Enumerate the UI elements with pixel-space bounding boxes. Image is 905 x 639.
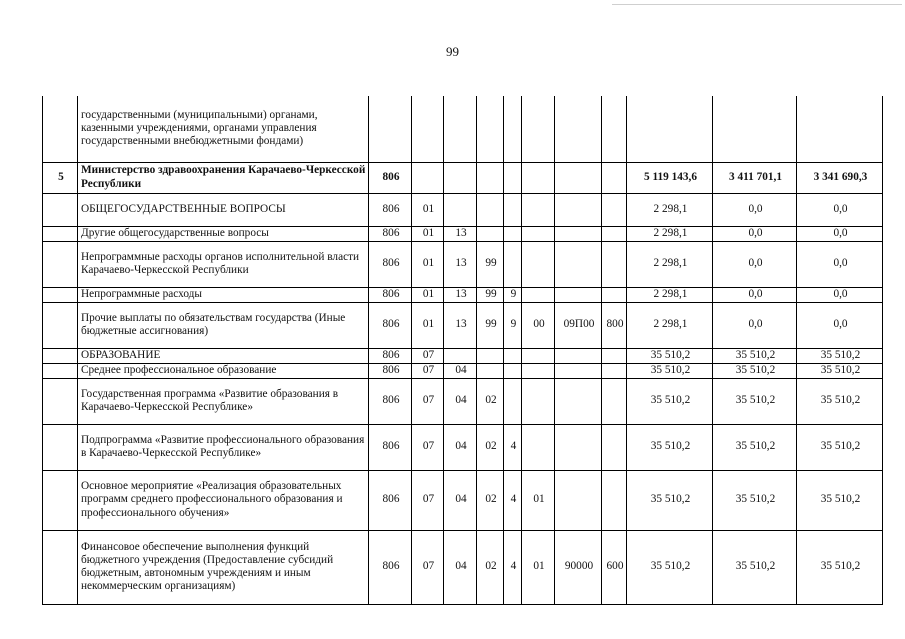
amount-year-1: 2 298,1 (627, 193, 713, 226)
target-event-code (522, 424, 555, 470)
expense-type-code (602, 348, 627, 363)
target-direction-code (555, 378, 602, 424)
target-event-code (522, 348, 555, 363)
amount-year-3: 35 510,2 (797, 378, 883, 424)
expense-type-code (602, 193, 627, 226)
target-subprogram-code (504, 363, 522, 378)
subsection-code: 13 (444, 241, 477, 287)
section-code: 07 (412, 348, 444, 363)
amount-year-2 (713, 96, 797, 162)
grbs-code: 806 (369, 424, 412, 470)
section-code: 01 (412, 193, 444, 226)
target-program-code: 99 (477, 241, 504, 287)
expense-type-code (602, 162, 627, 193)
section-code: 07 (412, 363, 444, 378)
target-program-code: 02 (477, 424, 504, 470)
row-name: Непрограммные расходы (78, 287, 369, 302)
target-direction-code: 90000 (555, 530, 602, 604)
grbs-code: 806 (369, 162, 412, 193)
row-number (43, 470, 78, 530)
amount-year-3: 35 510,2 (797, 530, 883, 604)
budget-table (42, 96, 883, 605)
target-event-code (522, 363, 555, 378)
amount-year-2: 35 510,2 (713, 378, 797, 424)
row-name: Среднее профессиональное образование (78, 363, 369, 378)
row-number (43, 530, 78, 604)
amount-year-3: 3 341 690,3 (797, 162, 883, 193)
target-program-code: 99 (477, 287, 504, 302)
grbs-code: 806 (369, 302, 412, 348)
target-event-code (522, 241, 555, 287)
section-code (412, 162, 444, 193)
subsection-code (444, 96, 477, 162)
target-event-code: 01 (522, 470, 555, 530)
row-number (43, 348, 78, 363)
section-code (412, 96, 444, 162)
amount-year-1: 35 510,2 (627, 348, 713, 363)
target-program-code (477, 162, 504, 193)
row-number (43, 302, 78, 348)
target-direction-code (555, 241, 602, 287)
target-program-code: 02 (477, 378, 504, 424)
amount-year-2: 35 510,2 (713, 470, 797, 530)
expense-type-code: 800 (602, 302, 627, 348)
amount-year-3: 35 510,2 (797, 348, 883, 363)
target-direction-code (555, 162, 602, 193)
subsection-code: 04 (444, 530, 477, 604)
grbs-code: 806 (369, 363, 412, 378)
expense-type-code (602, 363, 627, 378)
table-row (43, 241, 883, 287)
amount-year-3: 35 510,2 (797, 363, 883, 378)
expense-type-code (602, 226, 627, 241)
amount-year-3: 35 510,2 (797, 470, 883, 530)
section-code: 07 (412, 530, 444, 604)
subsection-code (444, 162, 477, 193)
target-event-code: 01 (522, 530, 555, 604)
amount-year-2: 35 510,2 (713, 348, 797, 363)
section-code: 07 (412, 424, 444, 470)
target-direction-code (555, 424, 602, 470)
target-subprogram-code: 4 (504, 530, 522, 604)
subsection-code: 04 (444, 470, 477, 530)
target-event-code (522, 226, 555, 241)
expense-type-code: 600 (602, 530, 627, 604)
amount-year-2: 35 510,2 (713, 424, 797, 470)
row-name: Прочие выплаты по обязательствам государства (Иные бюджетные ассигнования) (78, 302, 369, 348)
grbs-code: 806 (369, 530, 412, 604)
amount-year-1: 2 298,1 (627, 287, 713, 302)
amount-year-2: 0,0 (713, 302, 797, 348)
row-name: Министерство здравоохранения Карачаево-Черкесской Республики (78, 162, 369, 193)
section-code: 01 (412, 241, 444, 287)
section-code: 07 (412, 470, 444, 530)
target-event-code (522, 378, 555, 424)
grbs-code: 806 (369, 470, 412, 530)
grbs-code: 806 (369, 226, 412, 241)
grbs-code: 806 (369, 287, 412, 302)
target-program-code: 99 (477, 302, 504, 348)
row-name: Другие общегосударственные вопросы (78, 226, 369, 241)
target-subprogram-code: 4 (504, 424, 522, 470)
amount-year-1: 2 298,1 (627, 241, 713, 287)
amount-year-3: 0,0 (797, 302, 883, 348)
table-row (43, 470, 883, 530)
section-code: 01 (412, 226, 444, 241)
table-row (43, 287, 883, 302)
amount-year-3 (797, 96, 883, 162)
amount-year-1: 35 510,2 (627, 363, 713, 378)
subsection-code: 13 (444, 287, 477, 302)
table-row (43, 378, 883, 424)
target-program-code (477, 363, 504, 378)
target-subprogram-code (504, 96, 522, 162)
row-name: Государственная программа «Развитие образования в Карачаево-Черкесской Республике» (78, 378, 369, 424)
target-event-code (522, 287, 555, 302)
target-direction-code (555, 348, 602, 363)
target-subprogram-code: 9 (504, 287, 522, 302)
expense-type-code (602, 241, 627, 287)
grbs-code: 806 (369, 378, 412, 424)
target-direction-code (555, 470, 602, 530)
row-name: Основное мероприятие «Реализация образовательных программ среднего профессионального образования и профессионального обучения» (78, 470, 369, 530)
table-row (43, 348, 883, 363)
target-direction-code (555, 193, 602, 226)
amount-year-2: 35 510,2 (713, 530, 797, 604)
amount-year-1: 35 510,2 (627, 378, 713, 424)
amount-year-2: 3 411 701,1 (713, 162, 797, 193)
section-code: 01 (412, 302, 444, 348)
target-program-code (477, 193, 504, 226)
expense-type-code (602, 424, 627, 470)
amount-year-1: 2 298,1 (627, 226, 713, 241)
section-code: 07 (412, 378, 444, 424)
target-direction-code: 09П00 (555, 302, 602, 348)
table-row (43, 96, 883, 162)
subsection-code: 04 (444, 378, 477, 424)
target-program-code (477, 96, 504, 162)
table-row (43, 530, 883, 604)
expense-type-code (602, 96, 627, 162)
table-row (43, 302, 883, 348)
target-subprogram-code (504, 348, 522, 363)
target-direction-code (555, 96, 602, 162)
subsection-code: 13 (444, 226, 477, 241)
target-event-code (522, 96, 555, 162)
subsection-code: 04 (444, 424, 477, 470)
amount-year-1: 2 298,1 (627, 302, 713, 348)
row-number (43, 287, 78, 302)
amount-year-3: 0,0 (797, 193, 883, 226)
target-program-code (477, 226, 504, 241)
target-subprogram-code (504, 378, 522, 424)
target-direction-code (555, 363, 602, 378)
grbs-code: 806 (369, 348, 412, 363)
row-name: Непрограммные расходы органов исполнительной власти Карачаево-Черкесской Республики (78, 241, 369, 287)
target-subprogram-code (504, 226, 522, 241)
grbs-code: 806 (369, 193, 412, 226)
row-number (43, 241, 78, 287)
table-row (43, 424, 883, 470)
target-direction-code (555, 226, 602, 241)
grbs-code (369, 96, 412, 162)
section-code: 01 (412, 287, 444, 302)
amount-year-2: 0,0 (713, 241, 797, 287)
row-number: 5 (43, 162, 78, 193)
target-subprogram-code (504, 241, 522, 287)
subsection-code: 13 (444, 302, 477, 348)
row-number (43, 96, 78, 162)
amount-year-3: 35 510,2 (797, 424, 883, 470)
amount-year-3: 0,0 (797, 241, 883, 287)
expense-type-code (602, 378, 627, 424)
row-name: Финансовое обеспечение выполнения функций бюджетного учреждения (Предоставление субсидий бюджетным, автономным учреждениям и иным некоммерческим организациям) (78, 530, 369, 604)
expense-type-code (602, 470, 627, 530)
row-name: ОБРАЗОВАНИЕ (78, 348, 369, 363)
target-program-code (477, 348, 504, 363)
grbs-code: 806 (369, 241, 412, 287)
amount-year-3: 0,0 (797, 226, 883, 241)
target-subprogram-code: 4 (504, 470, 522, 530)
subsection-code: 04 (444, 363, 477, 378)
subsection-code (444, 193, 477, 226)
target-direction-code (555, 287, 602, 302)
table-row (43, 363, 883, 378)
row-number (43, 424, 78, 470)
amount-year-2: 0,0 (713, 193, 797, 226)
target-program-code: 02 (477, 470, 504, 530)
scan-edge-line (612, 4, 902, 5)
expense-type-code (602, 287, 627, 302)
amount-year-1: 35 510,2 (627, 424, 713, 470)
amount-year-1: 35 510,2 (627, 470, 713, 530)
target-subprogram-code (504, 162, 522, 193)
target-program-code: 02 (477, 530, 504, 604)
page-number: 99 (446, 44, 459, 59)
table-row (43, 193, 883, 226)
table-row (43, 162, 883, 193)
target-event-code (522, 193, 555, 226)
amount-year-3: 0,0 (797, 287, 883, 302)
target-event-code: 00 (522, 302, 555, 348)
row-number (43, 378, 78, 424)
subsection-code (444, 348, 477, 363)
target-subprogram-code: 9 (504, 302, 522, 348)
row-number (43, 226, 78, 241)
amount-year-2: 0,0 (713, 226, 797, 241)
table-row (43, 226, 883, 241)
row-name: ОБЩЕГОСУДАРСТВЕННЫЕ ВОПРОСЫ (78, 193, 369, 226)
row-number (43, 363, 78, 378)
target-event-code (522, 162, 555, 193)
row-number (43, 193, 78, 226)
amount-year-2: 0,0 (713, 287, 797, 302)
amount-year-2: 35 510,2 (713, 363, 797, 378)
amount-year-1: 5 119 143,6 (627, 162, 713, 193)
target-subprogram-code (504, 193, 522, 226)
row-name: государственными (муниципальными) органами, казенными учреждениями, органами управления государственными внебюджетными фондами) (78, 96, 369, 162)
row-name: Подпрограмма «Развитие профессионального образования в Карачаево-Черкесской Республике» (78, 424, 369, 470)
amount-year-1 (627, 96, 713, 162)
amount-year-1: 35 510,2 (627, 530, 713, 604)
